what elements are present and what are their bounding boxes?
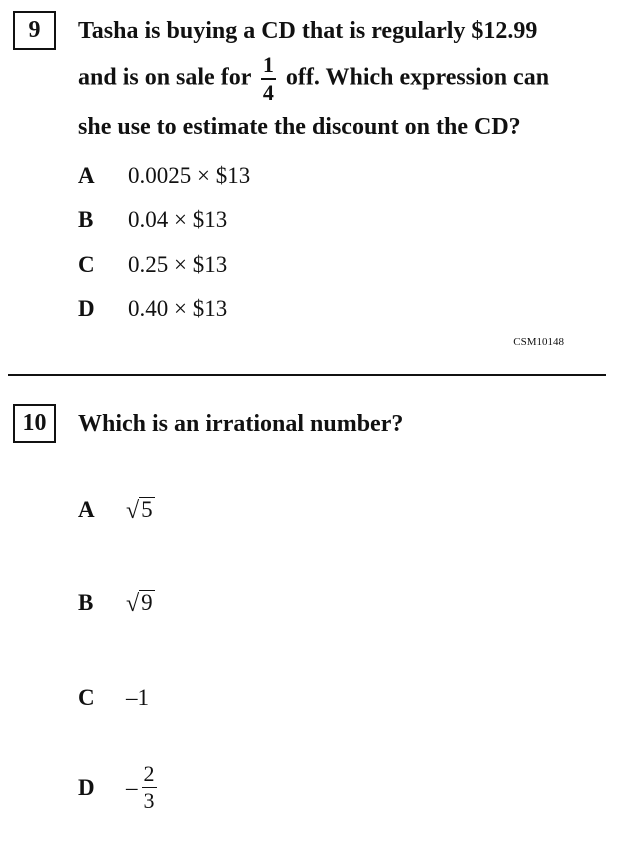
option-letter: C <box>78 685 95 710</box>
item-code: CSM10148 <box>513 336 564 348</box>
question-10-option-a[interactable] <box>78 497 155 523</box>
question-9-option-a[interactable] <box>78 163 250 189</box>
question-9-line-2-before: and is on sale for <box>78 64 251 91</box>
fraction-numerator: 1 <box>262 52 274 77</box>
question-9-line-2-after: off. Which expression can <box>285 64 550 91</box>
radicand: 9 <box>141 590 153 616</box>
option-letter: A <box>78 163 95 188</box>
question-9-option-d[interactable] <box>78 296 227 322</box>
question-9-line-1: Tasha is buying a CD that is regularly $12.99 <box>78 18 538 44</box>
question-9-line-3: she use to estimate the discount on the CD? <box>78 114 521 140</box>
option-letter: D <box>78 296 95 321</box>
option-value: 0.40 × $13 <box>128 296 228 321</box>
question-9-number: 9 <box>28 17 41 43</box>
option-letter: C <box>78 252 95 277</box>
minus-sign: – <box>126 774 138 800</box>
question-10-option-d[interactable] <box>78 763 161 812</box>
option-letter: B <box>78 590 94 615</box>
question-9-option-b[interactable] <box>78 207 227 233</box>
question-10-number: 10 <box>22 410 47 436</box>
question-divider <box>8 374 606 376</box>
question-10-number-box <box>13 404 56 443</box>
option-value: 0.04 × $13 <box>128 207 228 232</box>
fraction-numerator: 2 <box>143 761 155 786</box>
square-root <box>126 590 155 615</box>
question-10-option-b[interactable] <box>78 590 155 616</box>
option-letter: A <box>78 497 95 522</box>
question-10-prompt: Which is an irrational number? <box>78 411 404 437</box>
one-quarter-fraction <box>261 54 276 104</box>
negative-fraction <box>126 763 161 812</box>
option-letter: D <box>78 774 95 800</box>
fraction-denominator: 4 <box>262 80 274 105</box>
question-10-option-c[interactable] <box>78 685 149 711</box>
option-value: 0.25 × $13 <box>128 252 228 277</box>
question-9-prompt <box>78 8 608 150</box>
square-root <box>126 497 155 522</box>
radical-sign: √ <box>126 590 140 617</box>
question-9-option-c[interactable] <box>78 252 227 278</box>
option-value: 0.0025 × $13 <box>128 163 251 188</box>
two-thirds-fraction <box>142 763 157 812</box>
radical-sign: √ <box>126 497 140 524</box>
option-letter: B <box>78 207 94 232</box>
radicand: 5 <box>141 497 153 523</box>
question-9-number-box <box>13 11 56 50</box>
option-value: –1 <box>126 685 149 710</box>
fraction-denominator: 3 <box>143 788 155 813</box>
question-9-line-2 <box>78 54 608 104</box>
